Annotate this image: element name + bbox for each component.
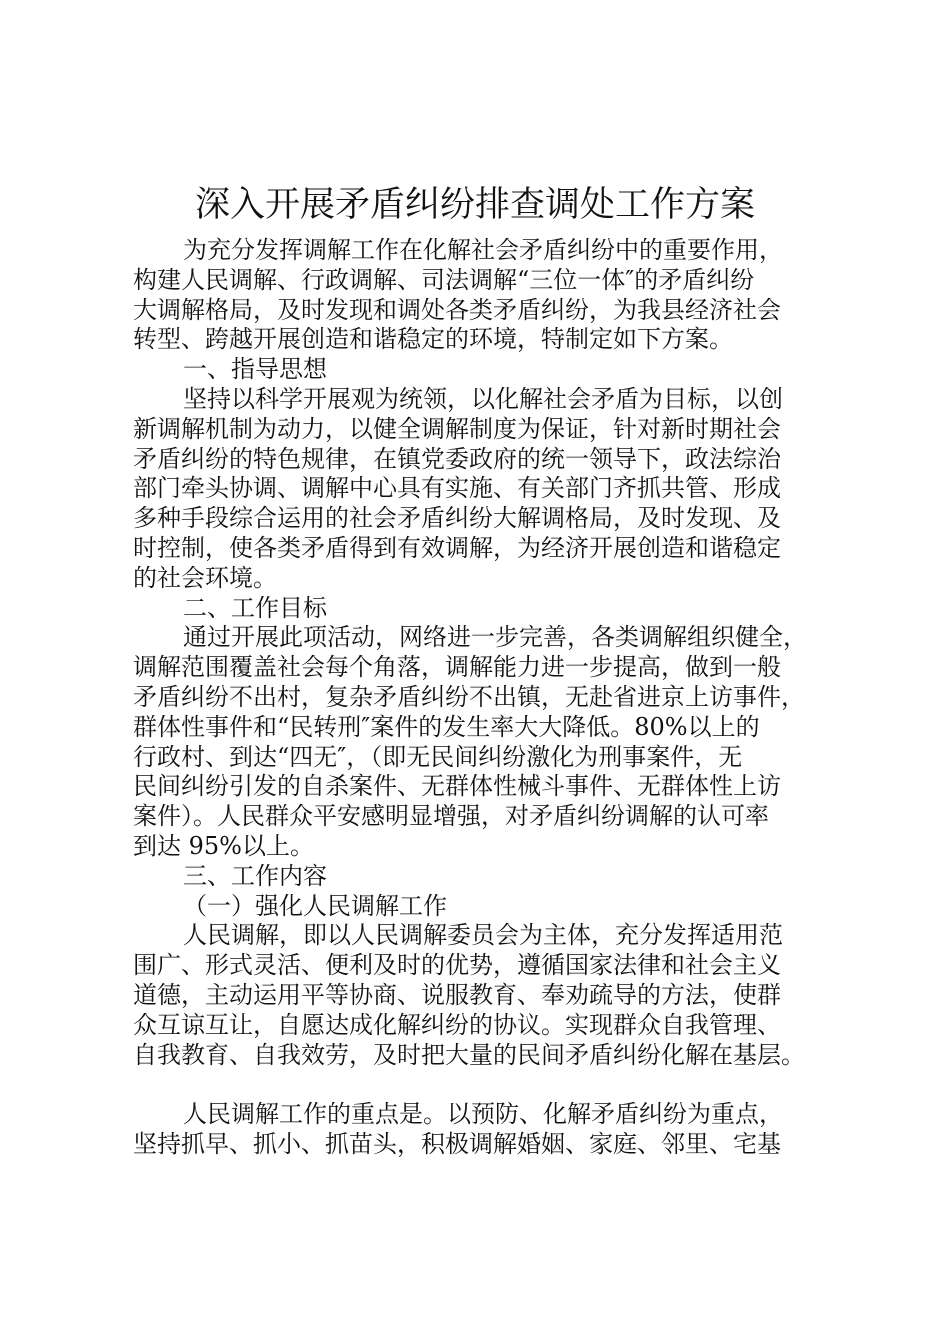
section-heading: 二、工作目标 (183, 593, 327, 622)
subsection-heading: （一）强化人民调解工作 (183, 891, 447, 920)
paragraph-line: 为充分发挥调解工作在化解社会矛盾纠纷中的重要作用， (183, 236, 783, 264)
paragraph-line: 案件）。人民群众平安感明显增强，对矛盾纠纷调解的认可率 (133, 802, 769, 831)
paragraph-line: 矛盾纠纷不出村，复杂矛盾纠纷不出镇，无赴省进京上访事件， (133, 682, 805, 711)
paragraph-line: 自我教育、自我效劳，及时把大量的民间矛盾纠纷化解在基层。 (133, 1040, 805, 1069)
paragraph-line: 坚持抓早、抓小、抓苗头，积极调解婚姻、家庭、邻里、宅基 (133, 1129, 781, 1158)
paragraph-line: 到达 95%以上。 (133, 831, 314, 860)
paragraph-line: 行政村、到达“四无″，（即无民间纠纷激化为刑事案件，无 (133, 742, 743, 771)
paragraph-line: 构建人民调解、行政调解、司法调解“三位一体″的矛盾纠纷 (133, 265, 755, 294)
paragraph-line: 坚持以科学开展观为统领，以化解社会矛盾为目标，以创 (183, 384, 783, 413)
document-title: 深入开展矛盾纠纷排查调处工作方案 (194, 185, 755, 225)
section-heading: 三、工作内容 (183, 861, 327, 890)
paragraph-line: 通过开展此项活动，网络进一步完善，各类调解组织健全， (183, 623, 807, 652)
paragraph-line: 群体性事件和“民转刑″案件的发生率大大降低。80%以上的 (133, 712, 760, 741)
paragraph-line: 调解范围覆盖社会每个角落，调解能力进一步提高，做到一般 (133, 653, 781, 682)
paragraph-line: 部门牵头协调、调解中心具有实施、有关部门齐抓共管、形成 (133, 474, 781, 503)
blank-line (133, 1070, 833, 1100)
paragraph-line: 矛盾纠纷的特色规律，在镇党委政府的统一领导下，政法综治 (133, 444, 781, 473)
paragraph-line: 时控制，使各类矛盾得到有效调解，为经济开展创造和谐稳定 (133, 533, 781, 562)
paragraph-line: 道德，主动运用平等协商、说服教育、奉劝疏导的方法，使群 (133, 980, 781, 1009)
paragraph-line: 人民调解，即以人民调解委员会为主体，充分发挥适用范 (183, 921, 783, 950)
paragraph-line: 众互谅互让，自愿达成化解纠纷的协议。实现群众自我管理、 (133, 1010, 781, 1039)
paragraph-line: 人民调解工作的重点是。以预防、化解矛盾纠纷为重点， (183, 1100, 783, 1129)
section-heading: 一、指导思想 (183, 355, 327, 384)
paragraph-line: 的社会环境。 (133, 563, 277, 592)
document-body (133, 236, 833, 1160)
paragraph-line: 围广、形式灵活、便利及时的优势，遵循国家法律和社会主义 (133, 951, 781, 980)
paragraph-line: 新调解机制为动力，以健全调解制度为保证，针对新时期社会 (133, 414, 781, 443)
paragraph-line: 转型、跨越开展创造和谐稳定的环境，特制定如下方案。 (133, 325, 733, 354)
paragraph-line: 民间纠纷引发的自杀案件、无群体性械斗事件、无群体性上访 (133, 772, 781, 801)
paragraph-line: 大调解格局，及时发现和调处各类矛盾纠纷，为我县经济社会 (133, 295, 781, 324)
paragraph-line: 多种手段综合运用的社会矛盾纠纷大解调格局，及时发现、及 (133, 504, 781, 533)
